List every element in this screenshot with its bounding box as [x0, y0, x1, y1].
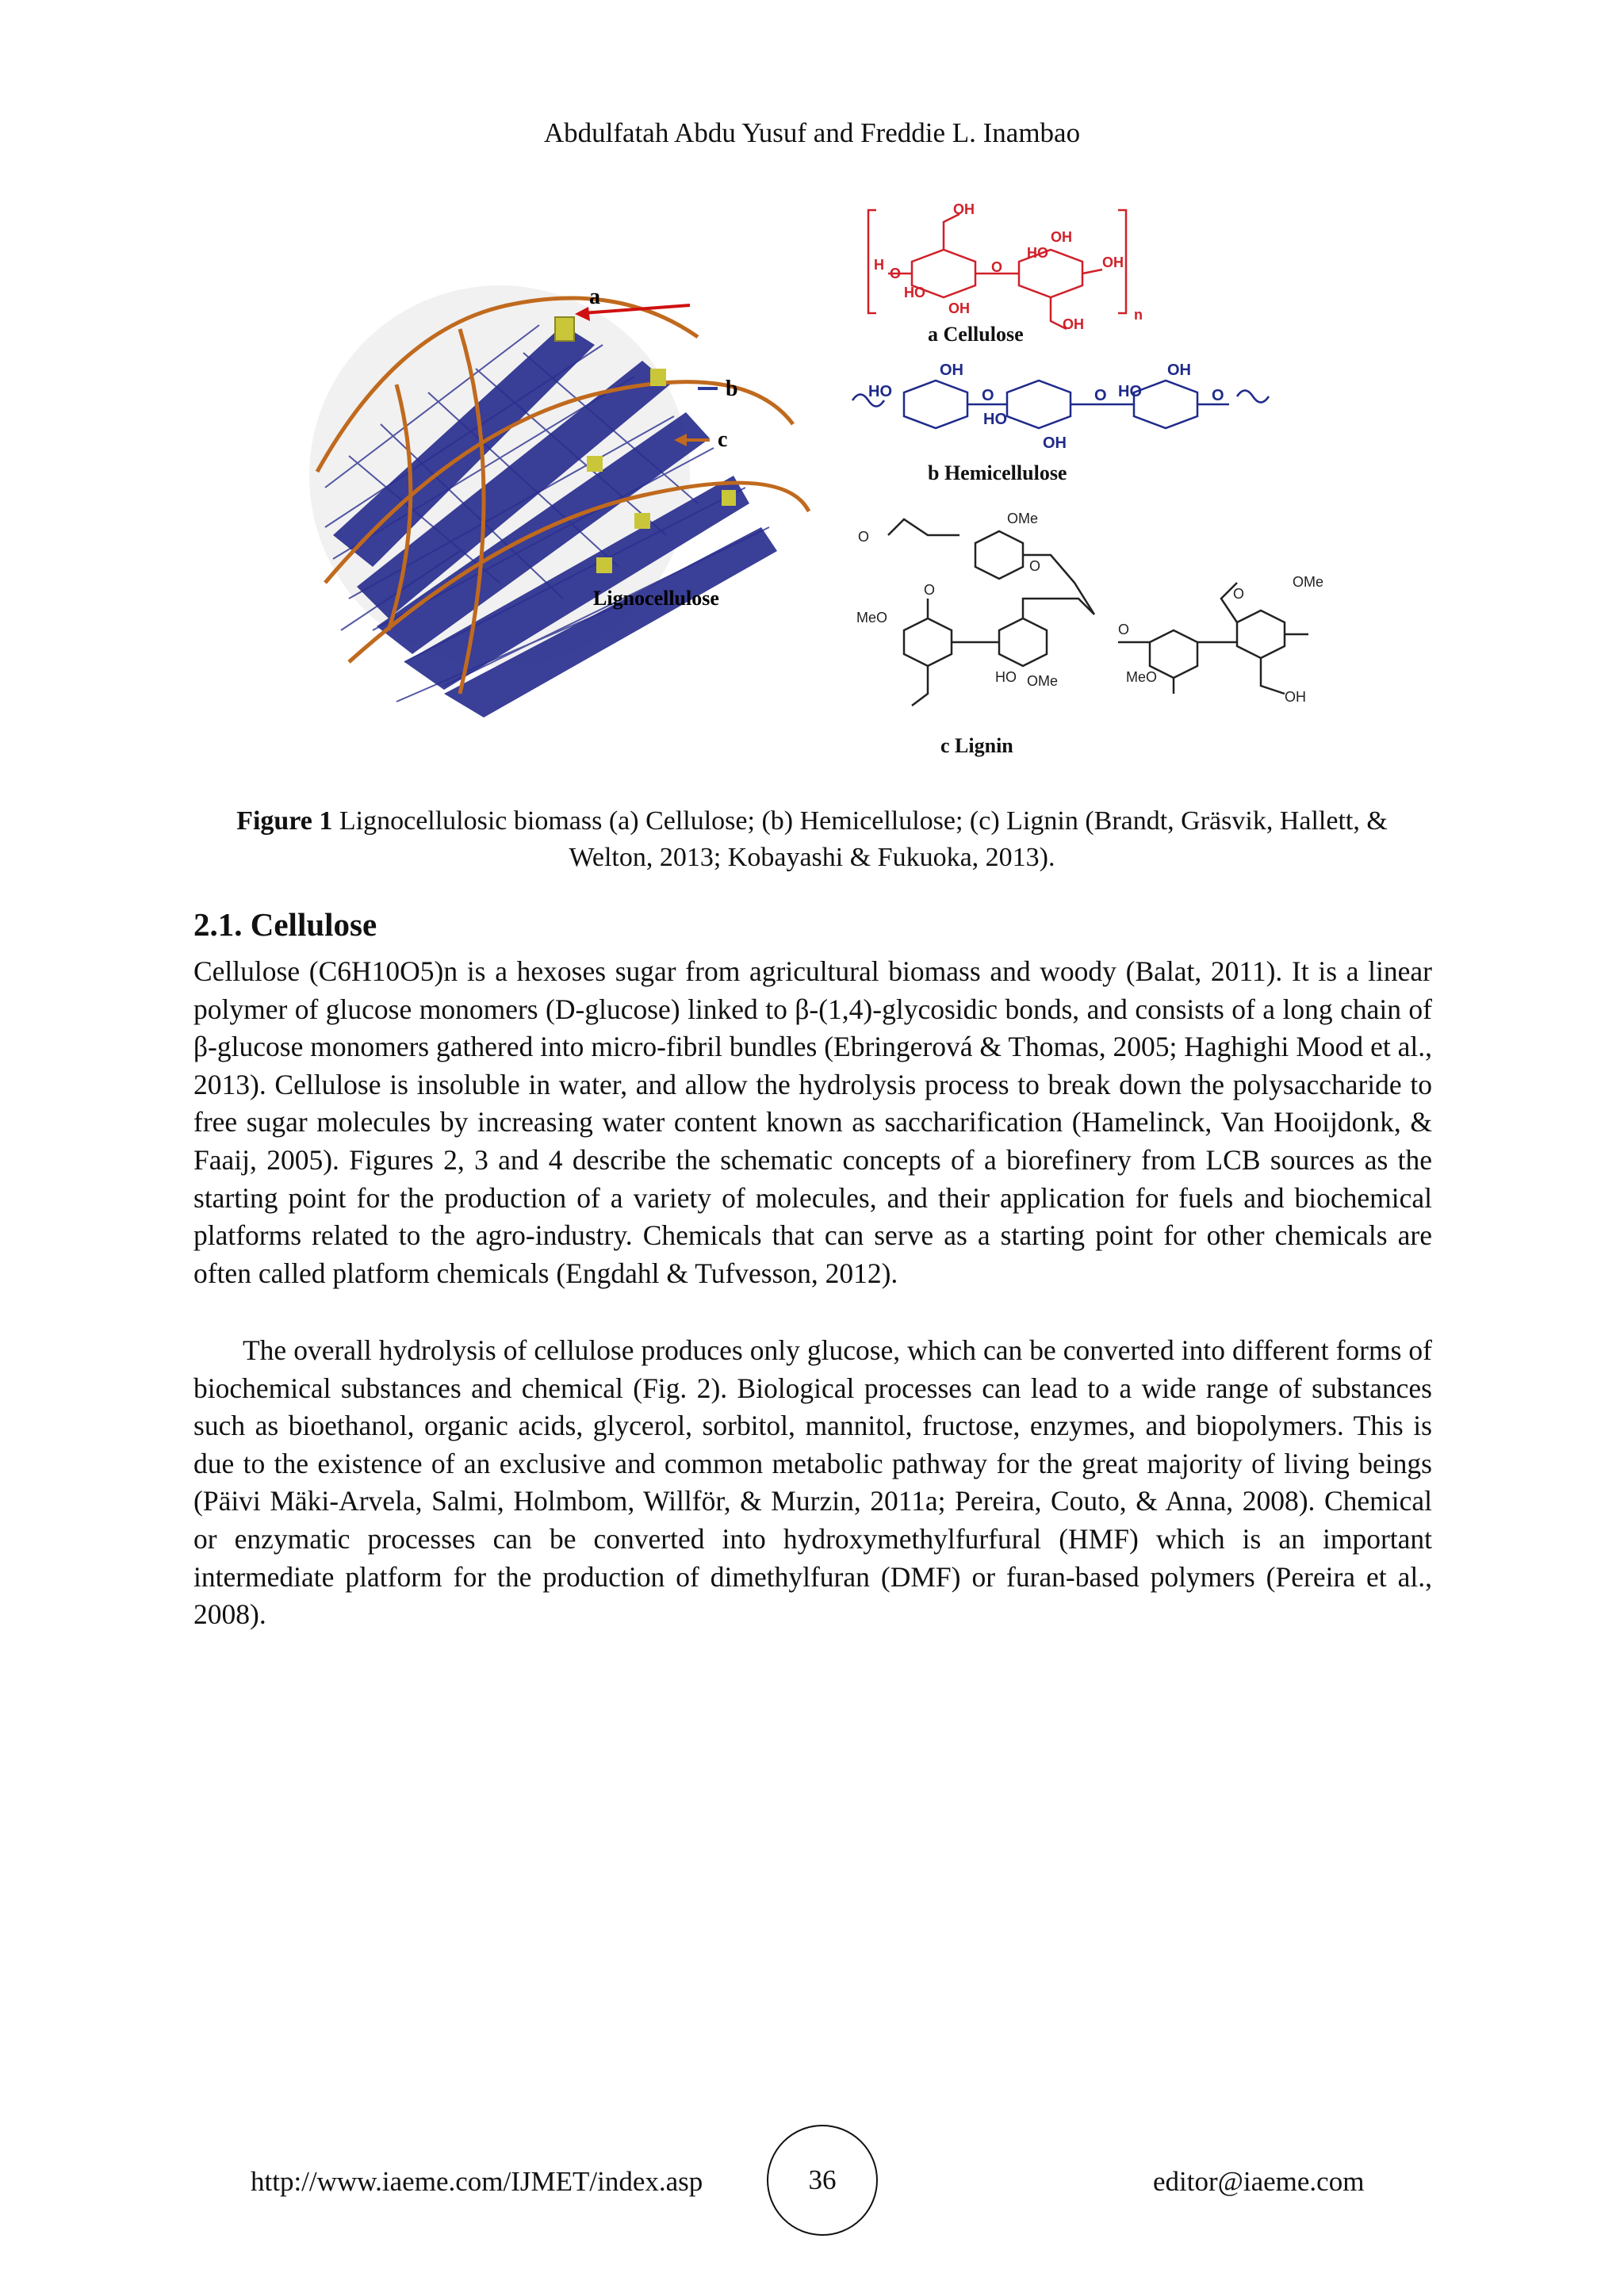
chem-oh: OH	[1063, 316, 1084, 332]
lignocellulose-illustration	[309, 285, 809, 718]
label-lignocellulose: Lignocellulose	[593, 587, 719, 610]
microfibril-end	[587, 456, 603, 472]
microfibril-end	[650, 369, 666, 386]
chem-meo: MeO	[1126, 669, 1158, 685]
label-lignin: c Lignin	[940, 734, 1013, 757]
chem-o: O	[858, 529, 870, 545]
lignocellulose-figure	[301, 186, 1332, 773]
chem-ome: OMe	[1007, 511, 1039, 526]
chem-oh: OH	[1102, 254, 1124, 270]
microfibril-end	[634, 513, 650, 529]
footer-url-link[interactable]: http://www.iaeme.com/IJMET/index.asp	[251, 2166, 703, 2197]
figure-caption-text: Lignocellulosic biomass (a) Cellulose; (b) Hemicellulose; (c) Lignin (Brandt, Gräsvik, Hallett, & Welton, 2013; Kobayashi & Fukuoka, 2013).	[332, 806, 1388, 872]
label-a: a	[589, 285, 600, 309]
page-number: 36	[767, 2125, 878, 2236]
chem-ho: HO	[983, 411, 1007, 428]
section-title: 2.1. Cellulose	[193, 906, 377, 943]
chem-oh: OH	[1167, 362, 1191, 379]
paragraph: The overall hydrolysis of cellulose produces only glucose, which can be converted into different forms of biochemical substances and chemical (Fig. 2). Biological processes can lead to a wide range of substances such as bioethanol, organic acids, glycerol, sorbitol, mannitol, fructose, enzymes, and biopolymers. This is due to the existence of an exclusive and common metabolic pathway for the great majority of living beings (Päivi Mäki-Arvela, Salmi, Holmbom, Willför, & Murzin, 2011a; Pereira, Couto, & Anna, 2008). Chemical or enzymatic processes can be converted into hydroxymethylfurfural (HMF) which is an important intermediate platform for the production of dimethylfuran (DMF) or furan-based polymers (Pereira et al., 2008).	[193, 1334, 1432, 1631]
chem-ome: OMe	[1027, 673, 1059, 689]
chem-o: O	[1118, 622, 1130, 637]
label-b: b	[726, 377, 738, 401]
label-hemicellulose: b Hemicellulose	[928, 461, 1067, 484]
chem-oh: OH	[940, 362, 963, 379]
chem-o: O	[982, 387, 994, 404]
chem-oh: OH	[1051, 229, 1072, 245]
chem-oh: OH	[1285, 689, 1306, 705]
label-c: c	[718, 427, 728, 452]
chem-o: O	[1233, 586, 1245, 602]
chem-ho: HO	[995, 669, 1017, 685]
chem-meo: MeO	[856, 610, 888, 626]
microfibril-end	[596, 557, 612, 573]
chem-ome: OMe	[1293, 574, 1324, 590]
chem-o: O	[1094, 387, 1107, 404]
figure-1	[301, 186, 1332, 773]
chem-ho: HO	[904, 285, 925, 300]
hemicellulose-structure	[852, 362, 1269, 484]
cellulose-structure	[868, 201, 1143, 346]
chem-o: O	[1212, 387, 1224, 404]
chem-oh: OH	[953, 201, 975, 217]
chem-ho: HO	[868, 383, 892, 400]
paragraph: Cellulose (C6H10O5)n is a hexoses sugar from agricultural biomass and woody (Balat, 2011). It is a linear polymer of glucose monomers (D-glucose) linked to β-(1,4)-glycosidic bonds, and consists of a long chain of β-glucose monomers gathered into micro-fibril bundles (Ebringerová & Thomas, 2005; Haghighi Mood et al., 2013). Cellulose is insoluble in water, and allow the hydrolysis process to break down the polysaccharide to free sugar molecules by increasing water content known as saccharification (Hamelinck, Van Hooijdonk, & Faaij, 2005). Figures 2, 3 and 4 describe the schematic concepts of a biorefinery from LCB sources as the starting point for the production of a variety of molecules, and their application for fuels and biochemical platforms related to the agro-industry. Chemicals that can serve as a starting point for other chemicals are often called platform chemicals (Engdahl & Tufvesson, 2012).	[193, 955, 1432, 1289]
figure-caption	[206, 803, 1418, 876]
microfibril-end-a	[555, 317, 574, 341]
chem-o: O	[1029, 558, 1041, 574]
chem-oh: OH	[1043, 434, 1067, 452]
lignin-structure	[856, 511, 1323, 757]
microfibril-end	[722, 490, 736, 506]
chem-o: O	[991, 259, 1003, 275]
label-cellulose: a Cellulose	[928, 323, 1024, 346]
chem-h: H	[874, 257, 884, 273]
chem-ho: HO	[1027, 245, 1048, 261]
chem-o: O	[890, 266, 902, 281]
footer-email-link[interactable]: editor@iaeme.com	[1153, 2166, 1365, 2197]
chem-oh: OH	[948, 300, 970, 316]
chem-o: O	[924, 582, 936, 598]
figure-label: Figure 1	[236, 806, 333, 836]
chem-n: n	[1134, 307, 1143, 323]
chem-ho: HO	[1118, 383, 1142, 400]
running-header: Abdulfatah Abdu Yusuf and Freddie L. Inambao	[543, 117, 1081, 148]
